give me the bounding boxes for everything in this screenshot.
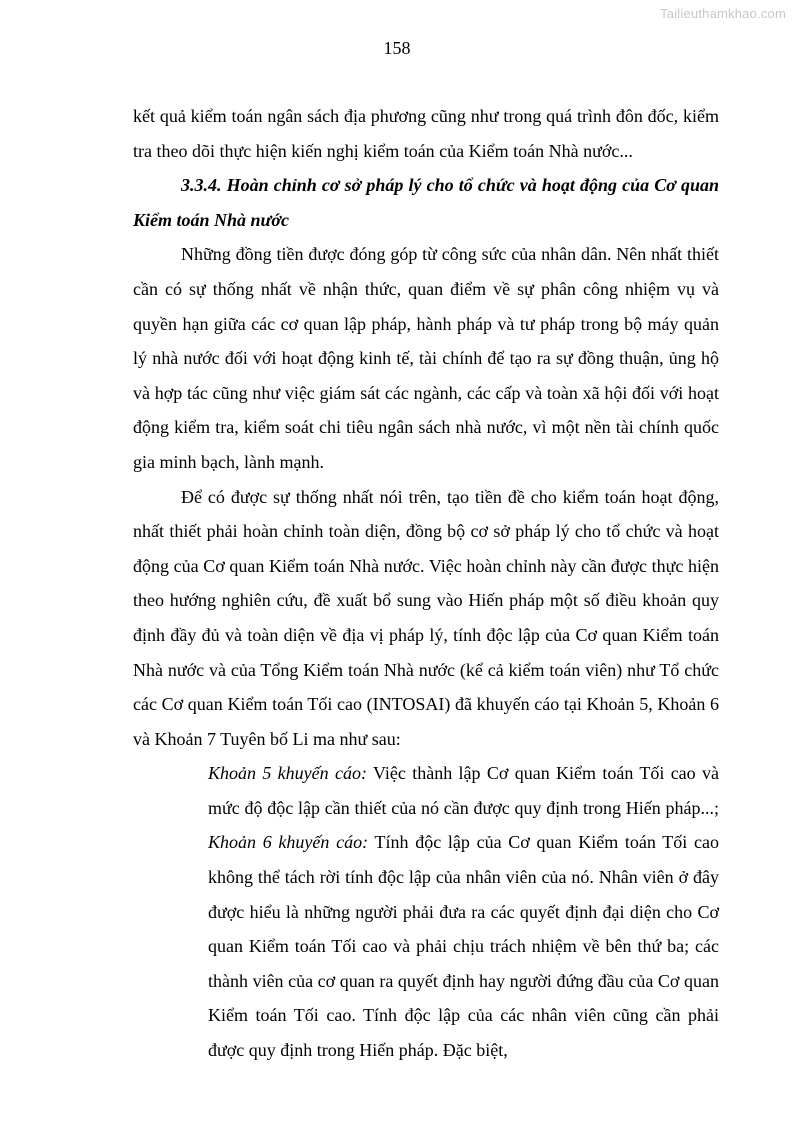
paragraph: Những đồng tiền được đóng góp từ công sức của nhân dân. Nên nhất thiết cần có sự thống nhất về nhận thức, quan điểm về sự phân công nhiệm vụ và quyền hạn giữa các cơ quan lập pháp, hành pháp và tư pháp trong bộ máy quản lý nhà nước đối với hoạt động kinh tế, tài chính để tạo ra sự đồng thuận, ủng hộ và hợp tác cũng như việc giám sát các ngành, các cấp và toàn xã hội đối với hoạt động kiểm tra, kiểm soát chi tiêu ngân sách nhà nước, vì một nền tài chính quốc gia minh bạch, lành mạnh. bbox=[133, 244, 719, 472]
block-quote bbox=[208, 756, 719, 1067]
section-heading: 3.3.4. Hoàn chỉnh cơ sở pháp lý cho tổ chức và hoạt động của Cơ quan Kiểm toán Nhà nước bbox=[133, 175, 719, 230]
quote-text: Tính độc lập của Cơ quan Kiểm toán Tối cao không thể tách rời tính độc lập của nhân viên của nó. Nhân viên ở đây được hiểu là những người phải đưa ra các quyết định đại diện cho Cơ quan Kiểm toán Tối cao và phải chịu trách nhiệm về bên thứ ba; các thành viên của cơ quan ra quyết định hay người đứng đầu của Cơ quan Kiểm toán Tối cao. Tính độc lập của các nhân viên cũng cần phải được quy định trong Hiến pháp. Đặc biệt, bbox=[208, 832, 719, 1061]
quote-text: Việc thành lập Cơ quan Kiểm toán Tối cao và mức độ độc lập cần thiết của nó cần được quy định trong Hiến pháp...; bbox=[208, 763, 719, 818]
document-body bbox=[133, 99, 719, 1068]
page-number: 158 bbox=[383, 38, 411, 58]
watermark: Tailieuthamkhao.com bbox=[660, 6, 786, 21]
quote-label: Khoản 5 khuyến cáo: bbox=[208, 763, 367, 784]
paragraph: Để có được sự thống nhất nói trên, tạo tiền đề cho kiểm toán hoạt động, nhất thiết phải hoàn chỉnh toàn diện, đồng bộ cơ sở pháp lý cho tổ chức và hoạt động của Cơ quan Kiểm toán Nhà nước. Việc hoàn chỉnh này cần được thực hiện theo hướng nghiên cứu, đề xuất bổ sung vào Hiến pháp một số điều khoản quy định đầy đủ và toàn diện về địa vị pháp lý, tính độc lập của Cơ quan Kiểm toán Nhà nước và của Tổng Kiểm toán Nhà nước (kể cả kiểm toán viên) như Tổ chức các Cơ quan Kiểm toán Tối cao (INTOSAI) đã khuyến cáo tại Khoản 5, Khoản 6 và Khoản 7 Tuyên bố Li ma như sau: bbox=[133, 486, 719, 749]
quote-label: Khoản 6 khuyến cáo: bbox=[208, 832, 369, 853]
paragraph-continuation: kết quả kiểm toán ngân sách địa phương cũng như trong quá trình đôn đốc, kiểm tra theo dõi thực hiện kiến nghị kiểm toán của Kiểm toán Nhà nước... bbox=[133, 106, 719, 161]
